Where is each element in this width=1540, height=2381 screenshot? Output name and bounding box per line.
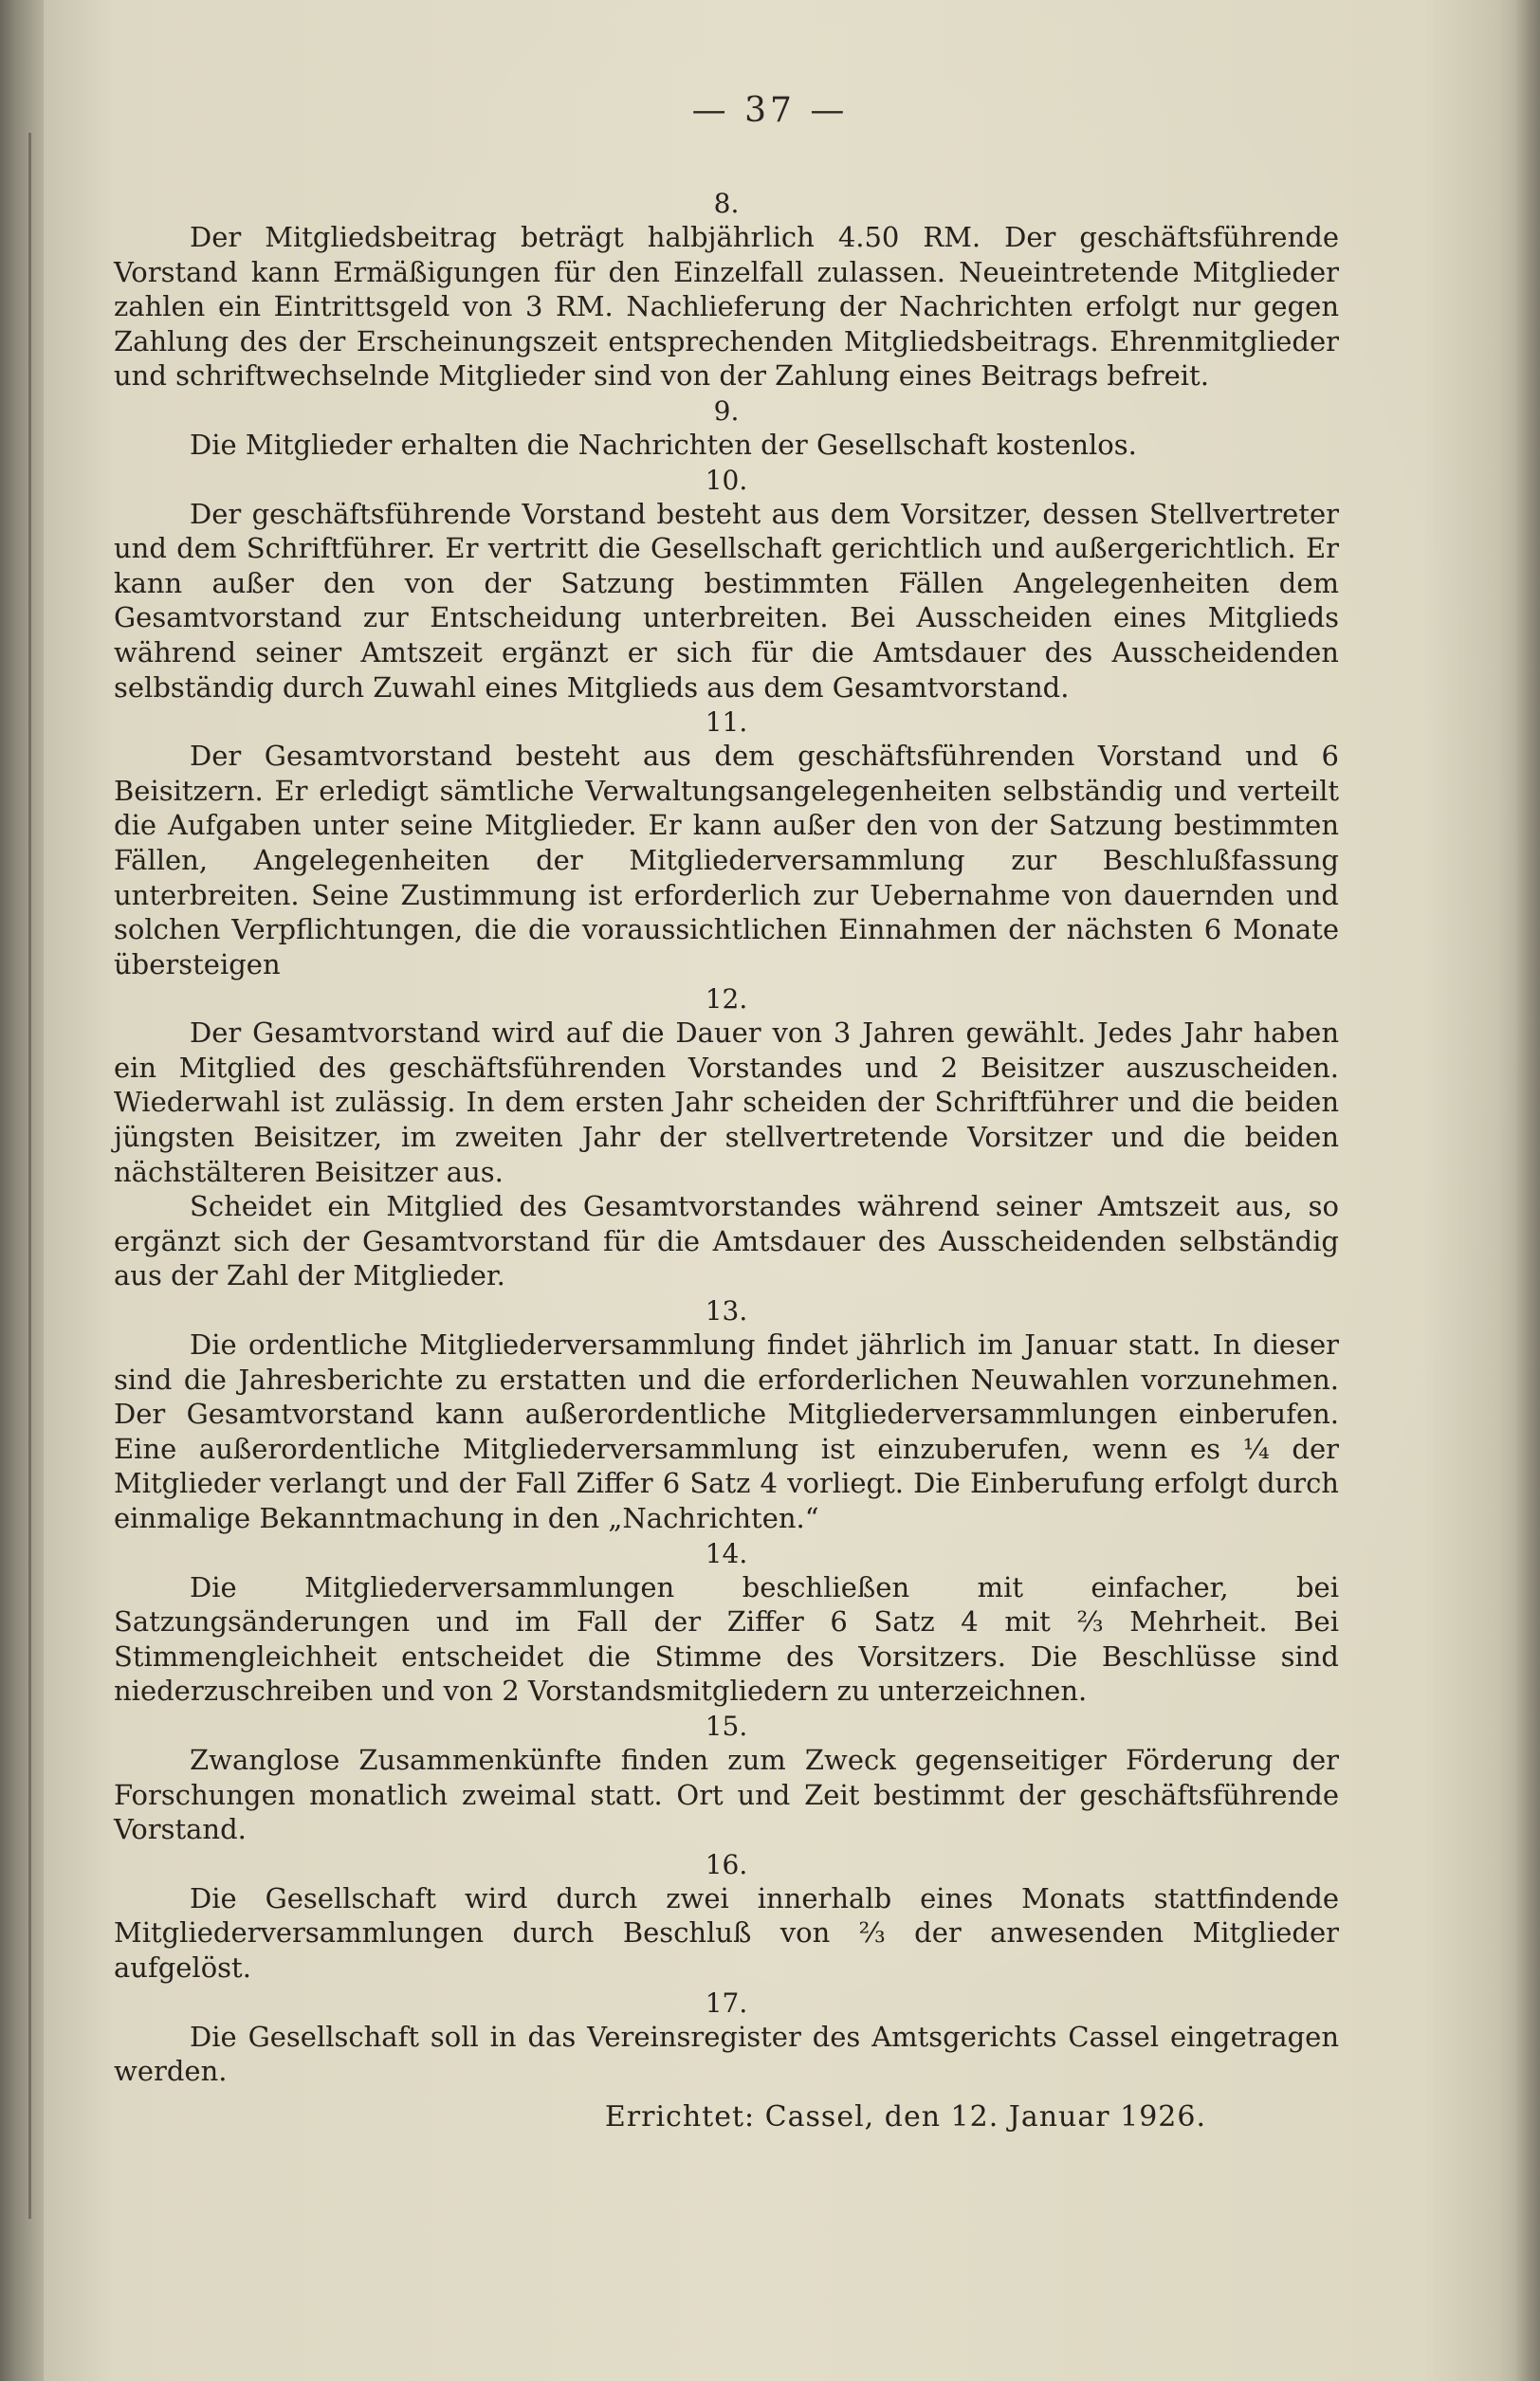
book-binding (0, 0, 44, 2381)
section-8 (114, 188, 1339, 394)
paragraph: Die Gesellschaft wird durch zwei innerhalb eines Monats stattfindende Mitgliederversammlungen durch Beschluß von ⅔ der anwesenden Mitglieder aufgelöst. (114, 1881, 1339, 1984)
signoff-line: Errichtet: Cassel, den 12. Januar 1926. (604, 2099, 1206, 2134)
paragraph: Der Gesamtvorstand wird auf die Dauer von 3 Jahren gewählt. Jedes Jahr haben ein Mitglied des geschäftsführenden Vorstandes und 2 Beisitzer auszuscheiden. Wiederwahl ist zulässig. In dem ersten Jahr scheiden der Schriftführer und die beiden jüngsten Beisitzer, im zweiten Jahr der stellvertretende Vorsitzer und die beiden nächstälteren Beisitzer aus. (114, 1017, 1339, 1188)
paragraph: Zwanglose Zusammenkünfte finden zum Zweck gegenseitiger Förderung der Forschungen monatlich zweimal statt. Ort und Zeit bestimmt der geschäftsführende Vorstand. (114, 1743, 1339, 1846)
section-10 (114, 465, 1339, 705)
section-number: 14. (705, 1537, 748, 1569)
section-14 (114, 1538, 1339, 1709)
section-12 (114, 983, 1339, 1293)
section-number: 12. (705, 983, 748, 1016)
paragraph: Die Mitglieder erhalten die Nachrichten der Gesellschaft kostenlos. (190, 428, 1137, 461)
paragraph: Die Gesellschaft soll in das Vereinsregister des Amtsgerichts Cassel eingetragen werden. (114, 2020, 1339, 2088)
section-15 (114, 1711, 1339, 1847)
paragraph: Scheidet ein Mitglied des Gesamtvorstandes während seiner Amtszeit aus, so ergänzt sich der Gesamtvorstand für die Amtsdauer des Ausscheidenden selbständig aus der Zahl der Mitglieder. (114, 1190, 1339, 1292)
page-edge-shadow (1515, 0, 1540, 2381)
section-number: 11. (705, 706, 748, 739)
paragraph: Der Mitgliedsbeitrag beträgt halbjährlich 4.50 RM. Der geschäftsführende Vorstand kann Ermäßigungen für den Einzelfall zulassen. Neueintretende Mitglieder zahlen ein Eintrittsgeld von 3 RM. Nachlieferung der Nachrichten erfolgt nur gegen Zahlung des der Erscheinungszeit entsprechenden Mitgliedsbeitrags. Ehrenmitglieder und schriftwechselnde Mitglieder sind von der Zahlung eines Beitrags befreit. (114, 221, 1339, 393)
section-11 (114, 706, 1339, 981)
section-16 (114, 1849, 1339, 1986)
section-number: 10. (705, 464, 748, 496)
section-number: 16. (705, 1848, 748, 1880)
section-17 (114, 1987, 1339, 2089)
section-number: 8. (713, 188, 740, 219)
section-number: 9. (713, 394, 740, 427)
binding-crease (28, 133, 31, 2219)
section-9 (114, 395, 1339, 463)
paragraph: Der geschäftsführende Vorstand besteht aus dem Vorsitzer, dessen Stellvertreter und dem Schriftführer. Er vertritt die Gesellschaft gerichtlich und außergerichtlich. Er kann außer den von der Satzung bestimmten Fällen Angelegenheiten dem Gesamtvorstand zur Entscheidung unterbreiten. Bei Ausscheiden eines Mitglieds während seiner Amtszeit ergänzt er sich für die Amtsdauer des Ausscheidenden selbständig durch Zuwahl eines Mitglieds aus dem Gesamtvorstand. (114, 497, 1339, 704)
paragraph: Die ordentliche Mitgliederversammlung findet jährlich im Januar statt. In dieser sind die Jahresberichte zu erstatten und die erforderlichen Neuwahlen vorzunehmen. Der Gesamtvorstand kann außerordentliche Mitgliederversammlungen einberufen. Eine außerordentliche Mitgliederversammlung ist einzuberufen, wenn es ¼ der Mitglieder verlangt und der Fall Ziffer 6 Satz 4 vorliegt. Die Einberufung erfolgt durch einmalige Bekanntmachung in den „Nachrichten.“ (114, 1328, 1339, 1534)
page-number: — 37 — (691, 91, 849, 130)
section-13 (114, 1295, 1339, 1536)
section-number: 17. (705, 1987, 748, 2019)
statute-text (114, 186, 1339, 2134)
section-number: 15. (705, 1710, 748, 1742)
section-number: 13. (705, 1295, 748, 1328)
paragraph: Der Gesamtvorstand besteht aus dem geschäftsführenden Vorstand und 6 Beisitzern. Er erledigt sämtliche Verwaltungsangelegenheiten selbständig und verteilt die Aufgaben unter seine Mitglieder. Er kann außer den von der Satzung bestimmten Fällen, Angelegenheiten der Mitgliederversammlung zur Beschlußfassung unterbreiten. Seine Zustimmung ist erforderlich zur Uebernahme von dauernden und solchen Verpflichtungen, die die voraussichtlichen Einnahmen der nächsten 6 Monate übersteigen (114, 740, 1339, 980)
paragraph: Die Mitgliederversammlungen beschließen mit einfacher, bei Satzungsänderungen und im Fall der Ziffer 6 Satz 4 mit ⅔ Mehrheit. Bei Stimmengleichheit entscheidet die Stimme des Vorsitzers. Die Beschlüsse sind niederzuschreiben und von 2 Vorstandsmitgliedern zu unterzeichnen. (114, 1570, 1339, 1708)
